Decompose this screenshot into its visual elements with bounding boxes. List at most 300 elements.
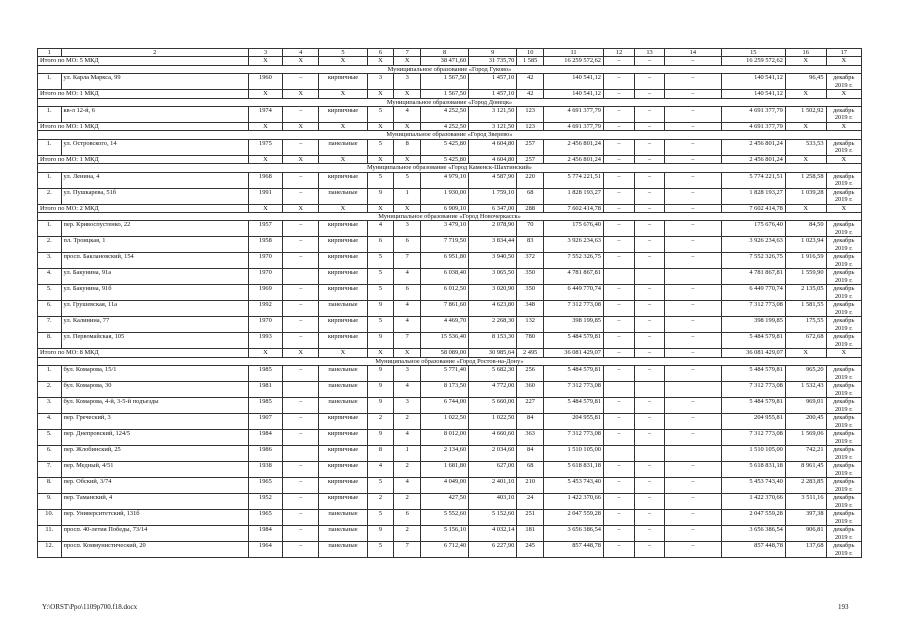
table-row	[38, 139, 862, 155]
table-cell: 6	[367, 237, 394, 253]
table-cell: 7	[394, 49, 421, 57]
table-cell: 363	[517, 430, 544, 446]
table-cell: 6	[367, 49, 394, 57]
table-cell: 350	[517, 285, 544, 301]
table-cell: кирпичные	[319, 317, 367, 333]
table-cell: 7 552 326,75	[544, 253, 604, 269]
table-cell: панельные	[319, 366, 367, 382]
table-cell: декабрь 2019 г.	[826, 398, 861, 414]
table-cell: 5 552,60	[421, 510, 469, 526]
table-cell: 6 449 770,74	[544, 285, 604, 301]
table-cell: 1 567,50	[421, 74, 469, 90]
table-cell: –	[604, 317, 635, 333]
table-cell: –	[664, 510, 721, 526]
table-cell: 30 985,64	[469, 349, 517, 357]
table-cell: –	[635, 90, 665, 98]
table-cell: ул. Бакунина, 91а	[61, 269, 248, 285]
table-cell: 9	[367, 188, 394, 204]
table-cell: 4 772,00	[469, 382, 517, 398]
table-cell: 1 510 105,00	[544, 446, 604, 462]
table-cell: 181	[517, 526, 544, 542]
table-cell: 857 448,78	[721, 542, 785, 558]
table-cell: Муниципальное образование «Город Гуково»	[38, 65, 862, 73]
table-cell: декабрь 2019 г.	[826, 510, 861, 526]
table-cell: Итого по МО: 1 МКД	[38, 90, 249, 98]
table-cell: 7.	[38, 317, 62, 333]
table-cell: 3 511,16	[785, 494, 826, 510]
table-cell: –	[283, 188, 319, 204]
table-cell: пер. Греческий, 3	[61, 414, 248, 430]
table-cell: панельные	[319, 398, 367, 414]
table-cell: 5	[394, 172, 421, 188]
file-path: Y:\ORST\Ppo\1109p700.f18.docx	[42, 603, 138, 611]
table-cell: X	[319, 90, 367, 98]
table-cell: 4 660,60	[469, 430, 517, 446]
table-cell: –	[604, 221, 635, 237]
table-cell: –	[604, 90, 635, 98]
table-cell: –	[635, 349, 665, 357]
table-cell: –	[664, 398, 721, 414]
table-cell: 3 121,50	[469, 123, 517, 131]
table-cell: Муниципальное образование «Город Новочеркасск»	[38, 213, 862, 221]
table-cell: 4 781 867,81	[544, 269, 604, 285]
table-cell: кирпичные	[319, 478, 367, 494]
table-cell: 4.	[38, 269, 62, 285]
table-cell: 251	[517, 510, 544, 526]
table-cell	[635, 382, 665, 398]
table-cell: 533,53	[785, 139, 826, 155]
table-cell	[283, 382, 319, 398]
table-cell: 8 153,30	[469, 333, 517, 349]
table-cell: декабрь 2019 г.	[826, 107, 861, 123]
table-cell: 1969	[248, 285, 282, 301]
table-cell: бул. Комарова, 4-й, 3-5-й подъезды	[61, 398, 248, 414]
table-cell: 5 484 579,81	[544, 398, 604, 414]
table-cell: 672,68	[785, 333, 826, 349]
table-cell: 16	[785, 49, 826, 57]
table-cell: –	[664, 478, 721, 494]
table-cell: 4	[367, 462, 394, 478]
table-cell: X	[394, 204, 421, 212]
table-cell: 5 453 743,40	[544, 478, 604, 494]
table-cell: бул. Комарова, 15/1	[61, 366, 248, 382]
table-cell: –	[283, 366, 319, 382]
table-cell: –	[283, 398, 319, 414]
table-row	[38, 494, 862, 510]
table-cell: 9	[367, 526, 394, 542]
table-cell: 1 569,06	[785, 430, 826, 446]
table-cell: 3.	[38, 398, 62, 414]
table-cell: 3 065,50	[469, 269, 517, 285]
table-cell: –	[604, 478, 635, 494]
subtotal-row	[38, 123, 862, 131]
table-cell: 5 774 221,51	[544, 172, 604, 188]
table-cell: –	[604, 333, 635, 349]
table-cell: 7	[394, 333, 421, 349]
table-cell: Итого по МО: 1 МКД	[38, 123, 249, 131]
table-cell: –	[635, 478, 665, 494]
table-cell: 2	[394, 526, 421, 542]
table-cell: –	[664, 414, 721, 430]
table-cell: 1985	[248, 398, 282, 414]
table-cell: 5 453 743,40	[721, 478, 785, 494]
table-cell: 4	[283, 49, 319, 57]
table-row	[38, 510, 862, 526]
table-cell: 5	[367, 139, 394, 155]
table-row	[38, 430, 862, 446]
table-cell: –	[283, 107, 319, 123]
table-cell: 4 691 377,79	[544, 107, 604, 123]
table-cell: 6 951,80	[421, 253, 469, 269]
table-cell: 7 312 773,08	[721, 301, 785, 317]
table-cell: кирпичные	[319, 221, 367, 237]
table-cell: пер. Жлобинский, 25	[61, 446, 248, 462]
table-cell: 5	[367, 542, 394, 558]
table-cell: –	[664, 74, 721, 90]
table-cell	[283, 446, 319, 462]
table-cell: декабрь 2019 г.	[826, 542, 861, 558]
table-cell: декабрь 2019 г.	[826, 253, 861, 269]
table-cell: X	[785, 349, 826, 357]
table-cell: пер. Обский, 3/74	[61, 478, 248, 494]
table-cell: 2 495	[517, 349, 544, 357]
table-row	[38, 107, 862, 123]
table-cell: кв-л 12-й, 6	[61, 107, 248, 123]
table-cell	[664, 446, 721, 462]
table-cell: –	[604, 188, 635, 204]
table-cell: 1 532,43	[785, 382, 826, 398]
table-cell: 2 401,10	[469, 478, 517, 494]
table-cell: X	[394, 57, 421, 65]
table-row	[38, 398, 862, 414]
table-cell: –	[283, 462, 319, 478]
table-cell: –	[664, 285, 721, 301]
table-cell: 84	[517, 414, 544, 430]
table-cell: –	[635, 237, 665, 253]
table-cell: 3 834,44	[469, 237, 517, 253]
table-cell: Итого по МО: 8 МКД	[38, 349, 249, 357]
table-cell: –	[283, 526, 319, 542]
table-cell: 4.	[38, 414, 62, 430]
table-row	[38, 478, 862, 494]
table-cell: кирпичные	[319, 414, 367, 430]
table-cell: –	[283, 172, 319, 188]
table-cell: –	[604, 172, 635, 188]
table-cell: 7.	[38, 462, 62, 478]
table-cell: 2	[394, 414, 421, 430]
table-cell: 8	[367, 446, 394, 462]
table-row	[38, 526, 862, 542]
table-cell: –	[664, 253, 721, 269]
table-cell: –	[283, 430, 319, 446]
table-cell: 6 012,50	[421, 285, 469, 301]
table-cell: 3 656 386,54	[721, 526, 785, 542]
table-cell: 3 940,50	[469, 253, 517, 269]
table-cell: декабрь 2019 г.	[826, 366, 861, 382]
table-cell: 4 469,70	[421, 317, 469, 333]
table-cell: X	[367, 123, 394, 131]
table-cell: 42	[517, 74, 544, 90]
table-cell: 2.	[38, 188, 62, 204]
table-cell: декабрь 2019 г.	[826, 139, 861, 155]
table-cell: панельные	[319, 526, 367, 542]
table-cell: 1 457,10	[469, 74, 517, 90]
table-cell: 1965	[248, 510, 282, 526]
table-cell: 350	[517, 269, 544, 285]
table-cell: декабрь 2019 г.	[826, 333, 861, 349]
table-cell: 31 735,70	[469, 57, 517, 65]
table-cell: 123	[517, 123, 544, 131]
table-cell: 2 456 801,24	[721, 155, 785, 163]
table-cell: 140 541,12	[721, 74, 785, 90]
table-cell: 7 719,50	[421, 237, 469, 253]
table-cell: X	[826, 204, 861, 212]
table-cell: 12	[604, 49, 635, 57]
table-cell: X	[785, 90, 826, 98]
table-cell: Итого по МО: 2 МКД	[38, 204, 249, 212]
municipality-header	[38, 213, 862, 221]
table-cell: 1.	[38, 172, 62, 188]
table-row	[38, 269, 862, 285]
table-cell: –	[604, 542, 635, 558]
table-cell: 1 559,90	[785, 269, 826, 285]
table-cell: 16 259 572,62	[544, 57, 604, 65]
table-cell: кирпичные	[319, 333, 367, 349]
table-cell: 1970	[248, 253, 282, 269]
subtotal-row	[38, 349, 862, 357]
table-cell: декабрь 2019 г.	[826, 526, 861, 542]
table-cell: –	[664, 221, 721, 237]
table-cell: 7 312 773,08	[721, 382, 785, 398]
table-cell: 1 023,94	[785, 237, 826, 253]
table-cell: 4	[394, 269, 421, 285]
page-number: 193	[838, 603, 849, 611]
table-cell: просп. 40-летия Победы, 73/14	[61, 526, 248, 542]
table-cell: –	[604, 285, 635, 301]
table-cell: 17	[826, 49, 861, 57]
table-cell: –	[604, 366, 635, 382]
table-cell: –	[664, 333, 721, 349]
table-cell: 1 681,80	[421, 462, 469, 478]
table-cell: 1958	[248, 237, 282, 253]
table-cell: 1981	[248, 382, 282, 398]
table-cell: 8.	[38, 478, 62, 494]
table-row	[38, 462, 862, 478]
table-cell: 36 081 429,07	[544, 349, 604, 357]
table-cell: 2 134,60	[421, 446, 469, 462]
table-cell: 5	[367, 172, 394, 188]
municipality-header	[38, 131, 862, 139]
table-cell: 140 541,12	[721, 90, 785, 98]
table-cell: –	[283, 317, 319, 333]
table-cell: –	[604, 74, 635, 90]
table-cell: декабрь 2019 г.	[826, 269, 861, 285]
table-cell: 4 691 377,79	[544, 123, 604, 131]
table-cell: панельные	[319, 301, 367, 317]
table-cell: –	[283, 253, 319, 269]
table-cell: Муниципальное образование «Город Донецк»	[38, 98, 862, 106]
table-cell: X	[826, 57, 861, 65]
table-cell: –	[283, 139, 319, 155]
table-cell: 24	[517, 494, 544, 510]
table-cell: 6.	[38, 446, 62, 462]
table-row	[38, 237, 862, 253]
table-row	[38, 414, 862, 430]
table-cell: 3	[394, 398, 421, 414]
table-cell: 4	[367, 221, 394, 237]
table-cell: 372	[517, 253, 544, 269]
table-cell: 4 781 867,81	[721, 269, 785, 285]
document-page	[37, 48, 862, 558]
table-cell: 6 347,00	[469, 204, 517, 212]
table-cell: панельные	[319, 139, 367, 155]
table-cell	[635, 446, 665, 462]
table-cell: 9	[367, 333, 394, 349]
table-cell: –	[283, 74, 319, 90]
table-cell: –	[283, 494, 319, 510]
table-cell: 7 552 326,75	[721, 253, 785, 269]
table-cell: 1993	[248, 333, 282, 349]
table-cell: 1957	[248, 221, 282, 237]
table-cell: декабрь 2019 г.	[826, 446, 861, 462]
table-cell: –	[664, 172, 721, 188]
table-cell: 5	[367, 269, 394, 285]
table-cell: 1 828 193,27	[544, 188, 604, 204]
table-cell: просп. Баклановский, 154	[61, 253, 248, 269]
table-cell: 1952	[248, 494, 282, 510]
table-cell: 7 312 773,08	[544, 301, 604, 317]
table-cell: –	[604, 139, 635, 155]
table-cell: 1 930,00	[421, 188, 469, 204]
table-cell: декабрь 2019 г.	[826, 172, 861, 188]
table-cell: 1 457,10	[469, 90, 517, 98]
table-cell: 1 039,28	[785, 188, 826, 204]
table-row	[38, 188, 862, 204]
table-cell: 4 252,50	[421, 107, 469, 123]
table-cell: –	[604, 526, 635, 542]
table-cell: кирпичные	[319, 269, 367, 285]
table-cell: 1907	[248, 414, 282, 430]
table-cell	[604, 382, 635, 398]
table-cell: 84	[517, 446, 544, 462]
table-cell: 906,81	[785, 526, 826, 542]
table-cell	[604, 446, 635, 462]
table-cell: 1984	[248, 430, 282, 446]
table-cell: 1 567,50	[421, 90, 469, 98]
table-cell: 6 909,10	[421, 204, 469, 212]
table-cell: 137,68	[785, 542, 826, 558]
table-cell: X	[319, 349, 367, 357]
table-cell: 1 422 370,66	[544, 494, 604, 510]
table-cell: 1984	[248, 526, 282, 542]
table-cell: –	[664, 430, 721, 446]
table-cell: –	[635, 188, 665, 204]
table-cell: ул. Первомайская, 105	[61, 333, 248, 349]
table-cell: 15	[721, 49, 785, 57]
table-cell: ул. Ленина, 4	[61, 172, 248, 188]
table-cell: –	[635, 253, 665, 269]
table-cell: 8 173,50	[421, 382, 469, 398]
table-cell: 3 121,50	[469, 107, 517, 123]
table-cell: –	[604, 155, 635, 163]
table-cell: 3	[394, 366, 421, 382]
table-cell: –	[283, 221, 319, 237]
table-cell: X	[826, 155, 861, 163]
table-cell: –	[604, 414, 635, 430]
table-cell: 1965	[248, 478, 282, 494]
table-cell: пл. Троицкая, 1	[61, 237, 248, 253]
table-cell: –	[664, 237, 721, 253]
table-cell: –	[604, 123, 635, 131]
table-cell: ул. Бакунина, 91б	[61, 285, 248, 301]
table-cell: 4 691 377,79	[721, 107, 785, 123]
table-cell: 200,45	[785, 414, 826, 430]
table-cell: 2	[61, 49, 248, 57]
table-cell: 36 081 429,07	[721, 349, 785, 357]
table-cell: 12.	[38, 542, 62, 558]
table-cell: 6 038,40	[421, 269, 469, 285]
table-cell: X	[826, 90, 861, 98]
table-cell: X	[394, 349, 421, 357]
table-cell: –	[664, 123, 721, 131]
table-cell: 220	[517, 172, 544, 188]
table-cell: 4 252,50	[421, 123, 469, 131]
table-cell: 8 961,45	[785, 462, 826, 478]
table-cell: –	[283, 478, 319, 494]
table-cell: 5	[367, 107, 394, 123]
table-cell: 257	[517, 139, 544, 155]
table-cell: 4 623,80	[469, 301, 517, 317]
table-cell: 3 656 386,54	[544, 526, 604, 542]
table-cell: бул. Комарова, 30	[61, 382, 248, 398]
table-cell: 257	[517, 155, 544, 163]
table-row	[38, 172, 862, 188]
table-cell: 9	[367, 382, 394, 398]
table-cell: 360	[517, 382, 544, 398]
table-cell: 965,20	[785, 366, 826, 382]
table-cell: 175,55	[785, 317, 826, 333]
table-cell: панельные	[319, 510, 367, 526]
table-cell: 2	[394, 494, 421, 510]
table-cell: 1960	[248, 74, 282, 90]
table-cell: 2 283,85	[785, 478, 826, 494]
table-cell: 1 828 193,27	[721, 188, 785, 204]
table-cell: 2.	[38, 237, 62, 253]
table-cell: –	[604, 301, 635, 317]
table-cell: 5.	[38, 285, 62, 301]
table-cell: –	[664, 188, 721, 204]
table-cell: 11	[544, 49, 604, 57]
table-row	[38, 285, 862, 301]
table-cell: –	[664, 139, 721, 155]
table-cell: ул. Грушевская, 11а	[61, 301, 248, 317]
table-cell: X	[248, 57, 282, 65]
table-row	[38, 317, 862, 333]
subtotal-row	[38, 90, 862, 98]
table-cell: декабрь 2019 г.	[826, 301, 861, 317]
table-cell: 6 449 770,74	[721, 285, 785, 301]
table-cell: 38 471,60	[421, 57, 469, 65]
table-cell: 1974	[248, 107, 282, 123]
table-cell: 1975	[248, 139, 282, 155]
table-cell: 4 604,80	[469, 139, 517, 155]
table-cell: 2 047 559,28	[544, 510, 604, 526]
table-cell: 5 618 831,18	[721, 462, 785, 478]
table-cell: 227	[517, 398, 544, 414]
table-cell: 175 676,40	[721, 221, 785, 237]
table-cell: –	[283, 301, 319, 317]
table-cell: –	[635, 317, 665, 333]
